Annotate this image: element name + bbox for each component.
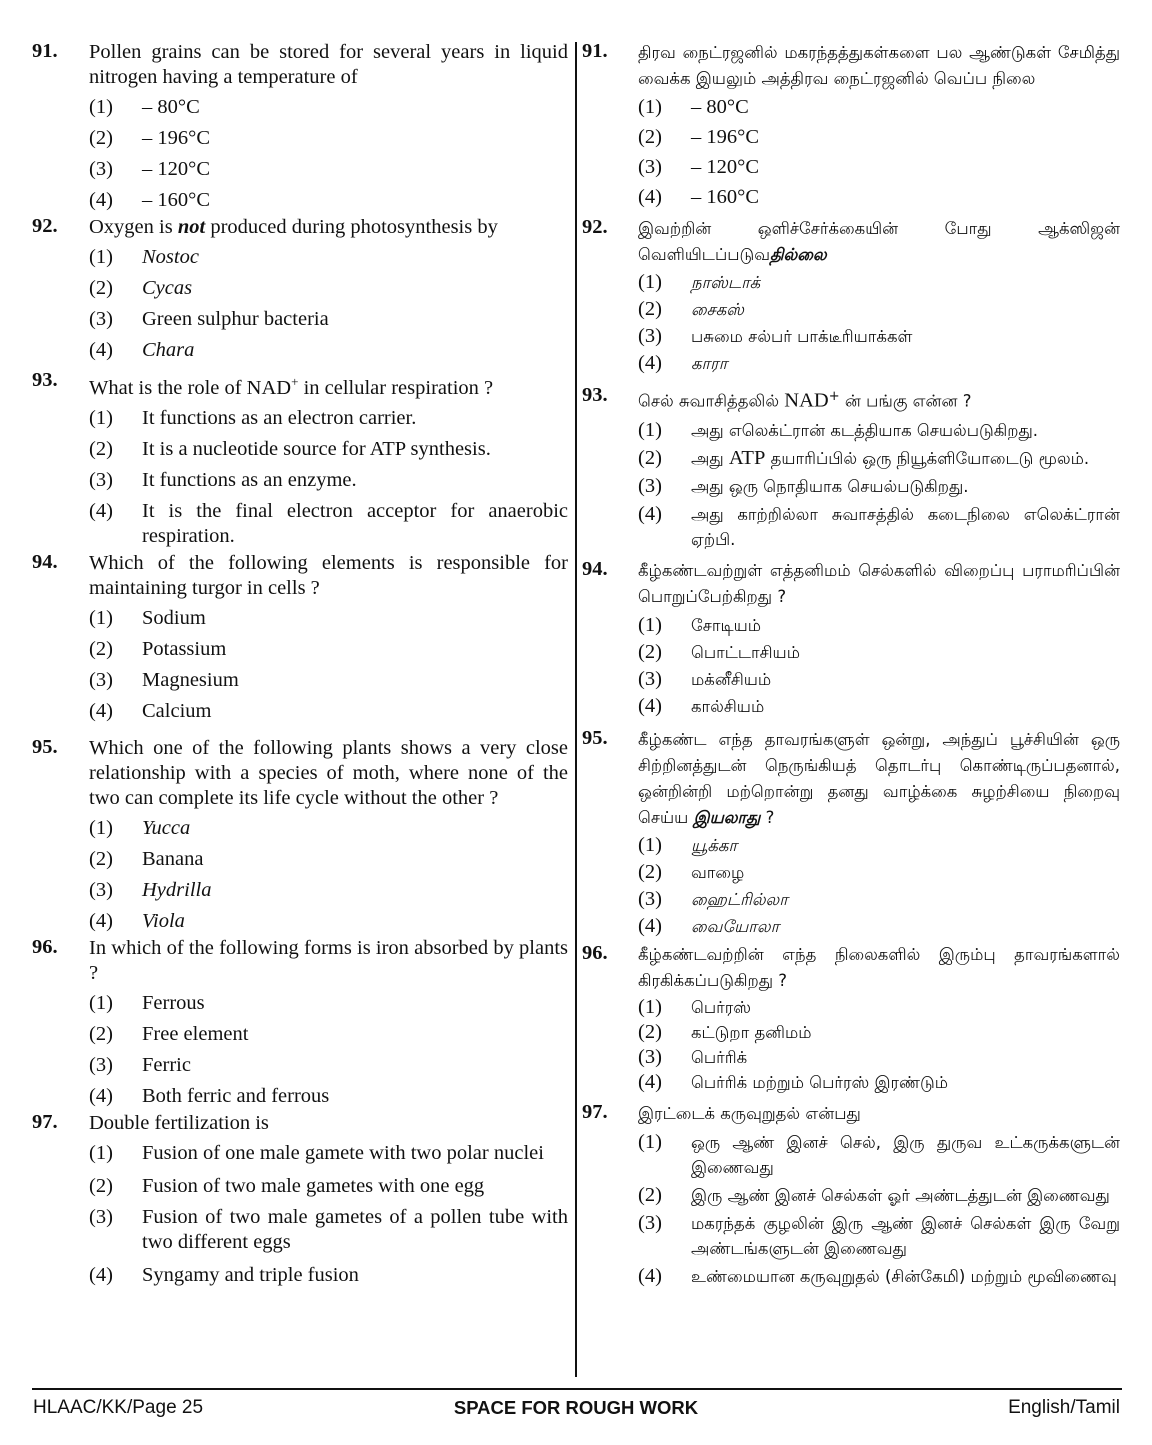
option-text: Fusion of two male gametes with one egg [142,1174,485,1197]
option-number: (1) [89,816,113,839]
option-text: Free element [142,1022,249,1045]
option-text: Sodium [142,606,206,629]
option-text: Fusion of one male gamete with two polar nuclei [142,1141,544,1164]
option-text: காரா [691,354,728,373]
question-number: 91. [582,40,608,62]
question-93 [32,369,568,549]
option-number: (4) [89,499,113,522]
question-94-tamil [582,558,1120,719]
option-number: (4) [89,1263,113,1286]
tamil-column [582,40,1120,1289]
option-number: (4) [638,1070,662,1093]
option-text: Potassium [142,637,227,660]
option-number: (2) [638,860,662,883]
option-number: (2) [638,298,662,320]
option-number: (4) [89,189,113,211]
option-number: (3) [638,667,662,690]
option-text: இரு ஆண் இனச் செல்கள் ஓர் அண்டத்துடன் இணைவது [691,1185,1110,1205]
question-text: Which of the following elements is responsible for maintaining turgor in cells ? [89,551,568,599]
option-text: அது ATP தயாரிப்பில் ஒரு நியூக்ளியோடைடு மூலம். [691,446,1090,469]
question-text: இவற்றின் ஒளிச்சேர்க்கையின் போது ஆக்ஸிஜன் வெளியிடப்படுவதில்லை [638,219,1120,264]
question-text: கீழ்கண்டவற்றுள் எத்தனிமம் செல்களில் விறைப்பு பராமரிப்பின் பொறுப்பேற்கிறது ? [638,560,1120,606]
option-number: (4) [638,352,662,374]
question-91 [32,40,568,213]
option-text: Syngamy and triple fusion [142,1263,359,1286]
option-text: Ferrous [142,991,205,1014]
question-96-tamil [582,942,1120,1095]
question-text: What is the role of NAD+ in cellular respiration ? [89,374,494,399]
option-text: மக்னீசியம் [691,669,772,689]
question-text: செல் சுவாசித்தலில் NAD+ ன் பங்கு என்ன ? [638,389,972,412]
option-number: (2) [638,1183,662,1206]
option-text: மகரந்தக் குழலின் இரு ஆண் இனச் செல்கள் இரு வேறு அண்டங்களுடன் இணைவது [691,1213,1120,1258]
question-92 [32,215,568,363]
question-text: இரட்டைக் கருவுறுதல் என்பது [638,1103,861,1123]
question-number: 97. [582,1100,608,1123]
option-text: It is the final electron acceptor for anaerobic respiration. [142,499,568,547]
option-number: (4) [89,339,113,361]
option-number: (1) [638,1130,662,1153]
option-number: (3) [89,1205,113,1228]
option-text: Ferric [142,1053,191,1076]
option-text: நாஸ்டாக் [691,273,761,292]
question-92-tamil [582,216,1120,376]
option-text: – 196°C [142,127,210,149]
option-text: It functions as an enzyme. [142,468,357,491]
question-text: திரவ நைட்ரஜனில் மகரந்தத்துகள்களை பல ஆண்டுகள் சேமித்து வைக்க இயலும் அத்திரவ நைட்ரஜனில் வெப்ப நிலை [638,43,1120,88]
question-number: 95. [32,735,58,758]
option-text: கட்டுறா தனிமம் [691,1022,812,1042]
option-text: – 196°C [691,126,759,148]
question-text: Oxygen is not produced during photosynthesis by [89,216,498,238]
option-number: (3) [638,156,662,178]
option-text: Hydrilla [142,878,212,901]
option-text: Calcium [142,699,212,722]
option-number: (4) [638,1264,662,1287]
question-number: 92. [582,216,608,238]
question-93-tamil [582,384,1120,552]
option-text: அது ஒரு நொதியாக செயல்படுகிறது. [691,476,969,496]
option-text: வையோலா [691,916,780,936]
option-text: Chara [142,339,195,361]
question-number: 91. [32,40,58,62]
option-text: Magnesium [142,668,239,691]
question-91-tamil [582,40,1120,210]
question-number: 93. [32,369,58,391]
option-number: (1) [638,96,662,118]
option-text: அது எலெக்ட்ரான் கடத்தியாக செயல்படுகிறது. [691,420,1039,440]
question-text: கீழ்கண்டவற்றின் எந்த நிலைகளில் இரும்பு தாவரங்களால் கிரகிக்கப்படுகிறது ? [638,944,1120,990]
option-number: (1) [638,995,662,1018]
option-number: (1) [638,613,662,636]
option-number: (2) [638,446,662,469]
option-text: உண்மையான கருவுறுதல் (சின்கேமி) மற்றும் மூவிணைவு [691,1266,1117,1286]
english-column [32,40,568,1288]
option-text: Both ferric and ferrous [142,1084,330,1107]
option-text: பசுமை சல்பர் பாக்டீரியாக்கள் [691,327,913,346]
question-number: 94. [32,550,58,573]
option-text: It functions as an electron carrier. [142,406,417,429]
option-number: (3) [638,325,662,347]
option-text: Yucca [142,816,191,839]
option-text: Banana [142,847,204,870]
option-text: பெர்ரஸ் [691,997,751,1017]
question-text: Double fertilization is [89,1111,269,1134]
option-number: (2) [89,1174,113,1197]
footer-rule [32,1388,1122,1390]
option-number: (3) [89,158,113,180]
question-number: 94. [582,557,608,580]
option-number: (4) [638,914,662,937]
option-number: (2) [638,1020,662,1043]
question-number: 95. [582,726,608,749]
option-text: பொட்டாசியம் [691,642,800,662]
question-text: Pollen grains can be stored for several years in liquid nitrogen having a temperature of [89,41,568,88]
option-text: Nostoc [142,246,199,268]
option-text: – 80°C [142,96,200,118]
option-number: (3) [89,668,113,691]
option-number: (1) [89,96,113,118]
option-text: Fusion of two male gametes of a pollen tube with two different eggs [142,1205,568,1253]
option-number: (3) [638,1211,662,1234]
option-number: (4) [89,909,113,932]
option-number: (3) [89,1053,113,1076]
question-95 [32,736,568,934]
option-number: (2) [89,637,113,660]
option-number: (1) [89,991,113,1014]
column-divider [575,42,577,1377]
option-text: Viola [142,909,185,932]
option-number: (1) [89,246,113,268]
option-number: (3) [89,308,113,330]
option-text: ஹைட்ரில்லா [691,889,788,909]
language-label: English/Tamil [1008,1397,1120,1418]
question-text: கீழ்கண்ட எந்த தாவரங்களுள் ஒன்று, அந்துப் பூச்சியின் ஒரு சிற்றினத்துடன் நெருங்கியத் தொடர்பு கொண்டிருப்பதனால், ஒன்றின்றி மற்றொன்று தனது வாழ்க்கை சுழற்சியை நிறைவு செய்ய இயலாது ? [638,729,1120,827]
question-number: 96. [582,941,608,964]
question-text: Which one of the following plants shows a very close relationship with a species of moth, where none of the two can complete its life cycle without the other ? [89,736,568,809]
option-number: (1) [638,418,662,441]
option-number: (4) [89,1084,113,1107]
option-text: பெர்ரிக் [691,1047,748,1067]
option-text: Cycas [142,277,193,299]
option-text: – 160°C [691,186,759,208]
option-number: (4) [638,186,662,208]
option-number: (2) [89,1022,113,1045]
option-text: Green sulphur bacteria [142,308,329,330]
option-text: யூக்கா [691,835,738,855]
question-94 [32,551,568,724]
option-text: பெர்ரிக் மற்றும் பெர்ரஸ் இரண்டும் [691,1072,949,1092]
option-number: (2) [89,127,113,149]
option-number: (4) [638,502,662,525]
option-text: அது காற்றில்லா சுவாசத்தில் கடைநிலை எலெக்ட்ரான் ஏற்பி. [691,504,1120,549]
option-number: (3) [638,1045,662,1068]
page-code: HLAAC/KK/Page 25 [33,1397,204,1418]
option-number: (2) [638,126,662,148]
option-number: (3) [89,878,113,901]
question-number: 93. [582,384,608,406]
option-text: – 80°C [691,96,749,118]
option-number: (1) [89,1141,113,1164]
option-number: (3) [89,468,113,491]
option-text: – 120°C [691,156,759,178]
question-96 [32,936,568,1109]
option-number: (3) [638,887,662,910]
option-number: (2) [638,640,662,663]
option-number: (1) [638,833,662,856]
question-97-tamil [582,1101,1120,1289]
option-number: (1) [89,406,113,429]
option-number: (3) [638,474,662,497]
question-number: 97. [32,1110,58,1133]
question-text: In which of the following forms is iron absorbed by plants ? [89,936,568,984]
option-number: (4) [638,694,662,717]
option-text: – 120°C [142,158,210,180]
question-number: 92. [32,215,58,237]
question-95-tamil [582,727,1120,939]
option-text: சைகஸ் [691,300,745,319]
question-number: 96. [32,935,58,958]
option-text: – 160°C [142,189,210,211]
option-text: வாழை [691,862,745,882]
option-text: கால்சியம் [691,696,765,716]
option-number: (1) [638,271,662,293]
option-text: ஒரு ஆண் இனச் செல், இரு துருவ உட்கருக்களுடன் இணைவது [691,1132,1120,1177]
option-text: It is a nucleotide source for ATP synthesis. [142,437,491,460]
option-number: (4) [89,699,113,722]
rough-work-label: SPACE FOR ROUGH WORK [453,1397,699,1418]
question-97 [32,1111,568,1288]
option-number: (2) [89,437,113,460]
option-number: (2) [89,847,113,870]
option-text: சோடியம் [691,615,762,635]
option-number: (1) [89,606,113,629]
option-number: (2) [89,277,113,299]
